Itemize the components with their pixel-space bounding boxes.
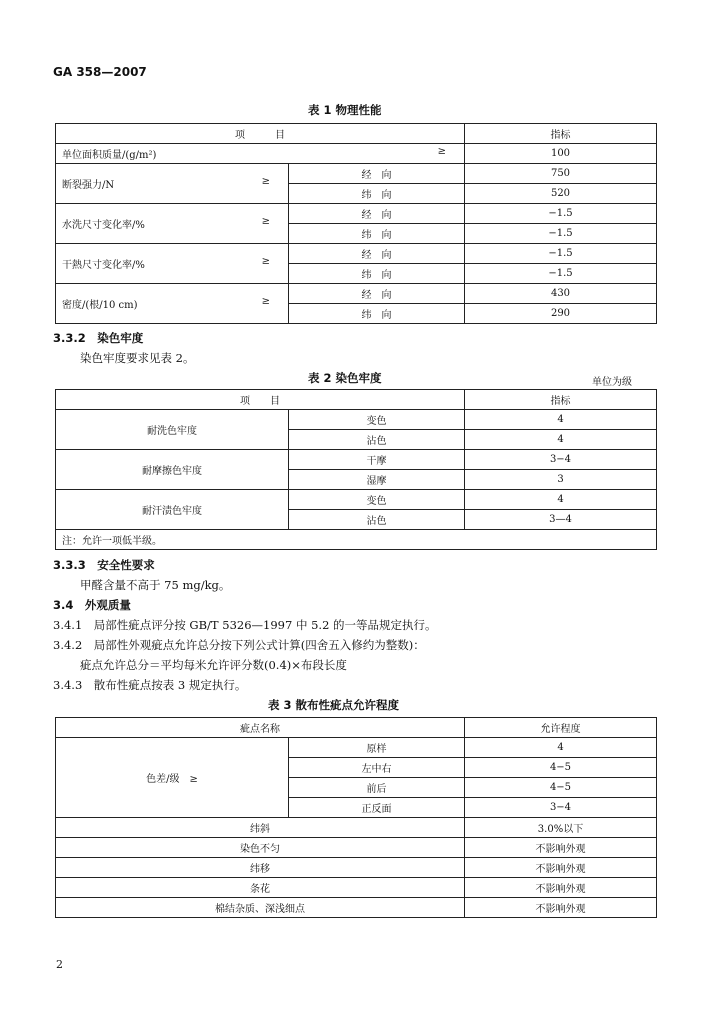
table1-row-label: 干熱尺寸变化率/% ≥	[56, 244, 289, 284]
table3-caption: 表 3 散布性疵点允许程度	[268, 698, 400, 712]
ge-symbol: ≥	[261, 296, 270, 307]
table2-row-value: 3—4	[465, 510, 657, 530]
page-number: 2	[56, 958, 63, 971]
table-row	[56, 838, 657, 858]
table2-row-label: 耐摩擦色牢度	[56, 450, 289, 490]
table1-row-value: −1.5	[465, 204, 657, 224]
table-row	[56, 738, 657, 758]
table2-note: 注：允许一项低半级。	[56, 530, 657, 550]
table1-sub-label: 经 向	[289, 244, 465, 264]
table2-row-value: 4	[465, 430, 657, 450]
table1-row-value: 430	[465, 284, 657, 304]
table1-row-value: −1.5	[465, 264, 657, 284]
table1	[55, 123, 657, 324]
ge-symbol: ≥	[261, 256, 270, 267]
document-header: GA 358—2007	[53, 65, 147, 79]
table3-row-label: 染色不匀	[56, 838, 465, 858]
table2-sub-label: 干摩	[289, 450, 465, 470]
table3-head-index: 允许程度	[465, 718, 657, 738]
table3-row-value: 不影响外观	[465, 898, 657, 918]
table1-row-value: 290	[465, 304, 657, 324]
table-row	[56, 244, 657, 264]
ge-symbol: ≥	[437, 146, 446, 157]
table1-row-value: 750	[465, 164, 657, 184]
section-3-4-3-text: 3.4.3 散布性疵点按表 3 规定执行。	[53, 678, 247, 692]
table1-sub-label: 经 向	[289, 284, 465, 304]
section-3-3-2-heading: 3.3.2 染色牢度	[53, 331, 144, 345]
table1-sub-label: 经 向	[289, 204, 465, 224]
table3-row-value: 4−5	[465, 758, 657, 778]
table2-caption: 表 2 染色牢度	[308, 371, 382, 385]
table-row	[56, 898, 657, 918]
table3-row-value: 不影响外观	[465, 838, 657, 858]
table3	[55, 717, 657, 918]
table3-row-label: 条花	[56, 878, 465, 898]
table-row	[56, 164, 657, 184]
section-3-4-2-text: 3.4.2 局部性外观疵点允许总分按下列公式计算(四舍五入修约为整数)：	[53, 638, 425, 652]
ge-symbol: ≥	[261, 216, 270, 227]
table2-unit: 单位为级	[592, 377, 632, 388]
table2-row-value: 4	[465, 490, 657, 510]
table3-row-value: 3.0%以下	[465, 818, 657, 838]
table3-head-item: 疵点名称	[56, 718, 465, 738]
table3-row-value: 4	[465, 738, 657, 758]
formula-text: 疵点允许总分＝平均每米允许评分数(0.4)×布段长度	[80, 658, 347, 672]
table2-sub-label: 湿摩	[289, 470, 465, 490]
table2-row-label: 耐洗色牢度	[56, 410, 289, 450]
table3-color-label: 色差/级 ≥	[56, 738, 289, 818]
table1-sub-label: 纬 向	[289, 304, 465, 324]
table-row	[56, 450, 657, 470]
table3-row-value: 不影响外观	[465, 858, 657, 878]
table1-sub-label: 经 向	[289, 164, 465, 184]
table2-head-index: 指标	[465, 390, 657, 410]
table-row	[56, 858, 657, 878]
table3-sub-label: 原样	[289, 738, 465, 758]
table1-row-label: 单位面积质量/(g/m²) ≥	[56, 144, 465, 164]
table-row	[56, 410, 657, 430]
table3-sub-label: 前后	[289, 778, 465, 798]
table2	[55, 389, 657, 550]
table1-head-index: 指标	[465, 124, 657, 144]
table-row	[56, 284, 657, 304]
section-3-3-3-heading: 3.3.3 安全性要求	[53, 558, 155, 572]
table2-sub-label: 变色	[289, 410, 465, 430]
section-3-3-2-text: 染色牢度要求见表 2。	[80, 351, 195, 365]
table1-caption: 表 1 物理性能	[308, 103, 382, 117]
table3-sub-label: 正反面	[289, 798, 465, 818]
table1-sub-label: 纬 向	[289, 224, 465, 244]
table2-row-value: 4	[465, 410, 657, 430]
table1-sub-label: 纬 向	[289, 264, 465, 284]
table1-row-value: −1.5	[465, 244, 657, 264]
table1-sub-label: 纬 向	[289, 184, 465, 204]
table2-sub-label: 沾色	[289, 510, 465, 530]
table3-row-label: 棉结杂质、深浅细点	[56, 898, 465, 918]
table-row	[56, 204, 657, 224]
table3-sub-label: 左中右	[289, 758, 465, 778]
section-3-4-1-text: 3.4.1 局部性疵点评分按 GB/T 5326—1997 中 5.2 的一等品规定执行。	[53, 618, 437, 632]
table-row	[56, 144, 657, 164]
table3-row-label: 纬斜	[56, 818, 465, 838]
table-row	[56, 878, 657, 898]
table2-row-value: 3−4	[465, 450, 657, 470]
table2-row-label: 耐汗渍色牢度	[56, 490, 289, 530]
table1-row-value: 520	[465, 184, 657, 204]
table1-head-item: 项 目	[56, 124, 465, 144]
table-row	[56, 490, 657, 510]
section-3-4-heading: 3.4 外观质量	[53, 598, 131, 612]
table3-row-value: 不影响外观	[465, 878, 657, 898]
table1-row-label: 断裂强力/N ≥	[56, 164, 289, 204]
table2-note-row	[56, 530, 657, 550]
table1-row-value: 100	[465, 144, 657, 164]
table2-head-item: 项 目	[56, 390, 465, 410]
table2-row-value: 3	[465, 470, 657, 490]
table1-row-value: −1.5	[465, 224, 657, 244]
table1-row-label: 密度/(根/10 cm) ≥	[56, 284, 289, 324]
table2-sub-label: 变色	[289, 490, 465, 510]
table3-row-value: 4−5	[465, 778, 657, 798]
ge-symbol: ≥	[261, 176, 270, 187]
table1-row-label: 水洗尺寸变化率/% ≥	[56, 204, 289, 244]
table3-row-label: 纬移	[56, 858, 465, 878]
table2-head-row	[56, 390, 657, 410]
table1-head-row	[56, 124, 657, 144]
table-row	[56, 818, 657, 838]
section-3-3-3-text: 甲醛含量不高于 75 mg/kg。	[80, 578, 231, 592]
table2-sub-label: 沾色	[289, 430, 465, 450]
table3-row-value: 3−4	[465, 798, 657, 818]
table3-head-row	[56, 718, 657, 738]
